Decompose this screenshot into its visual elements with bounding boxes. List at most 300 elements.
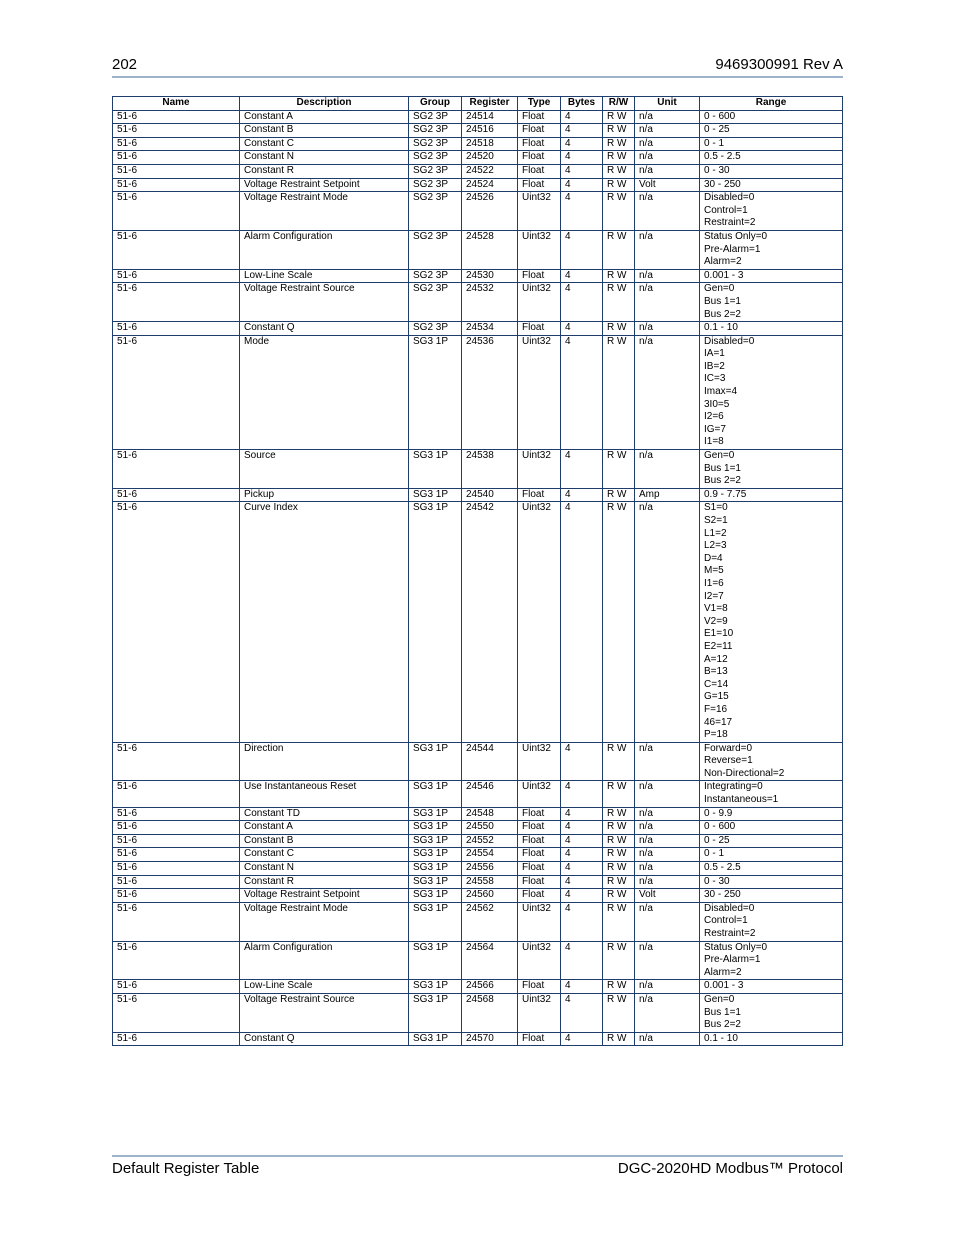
page-header bbox=[112, 56, 843, 76]
bytes-cell: 4 bbox=[561, 283, 603, 322]
column-header-range: Range bbox=[700, 97, 843, 111]
table-row bbox=[113, 742, 843, 781]
range-value: 0.1 - 10 bbox=[704, 322, 738, 334]
rw-cell: R W bbox=[603, 821, 635, 835]
type-cell: Float bbox=[518, 875, 561, 889]
range-value: Disabled=0 bbox=[704, 192, 755, 204]
range-value: 3I0=5 bbox=[704, 398, 730, 410]
table-row bbox=[113, 151, 843, 165]
unit-cell: n/a bbox=[635, 993, 700, 1032]
name-cell: 51-6 bbox=[113, 862, 240, 876]
name-cell: 51-6 bbox=[113, 875, 240, 889]
rw-cell: R W bbox=[603, 807, 635, 821]
range-cell bbox=[700, 269, 843, 283]
range-value: G=15 bbox=[704, 691, 729, 703]
footer-section: Default Register Table bbox=[112, 1160, 260, 1177]
table-row bbox=[113, 889, 843, 903]
range-value: A=12 bbox=[704, 653, 728, 665]
footer-rule bbox=[112, 1155, 843, 1157]
table-body bbox=[113, 110, 843, 1046]
bytes-cell: 4 bbox=[561, 230, 603, 269]
range-value: 0.001 - 3 bbox=[704, 269, 744, 281]
type-cell: Float bbox=[518, 322, 561, 336]
description-cell: Voltage Restraint Setpoint bbox=[240, 889, 409, 903]
bytes-cell: 4 bbox=[561, 807, 603, 821]
bytes-cell: 4 bbox=[561, 889, 603, 903]
range-value: Gen=0 bbox=[704, 283, 735, 295]
bytes-cell: 4 bbox=[561, 110, 603, 124]
type-cell: Float bbox=[518, 1032, 561, 1046]
unit-cell: n/a bbox=[635, 941, 700, 980]
rw-cell: R W bbox=[603, 742, 635, 781]
rw-cell: R W bbox=[603, 488, 635, 502]
column-header-rw: R/W bbox=[603, 97, 635, 111]
document-number: 9469300991 Rev A bbox=[715, 56, 843, 73]
range-value: 0 - 25 bbox=[704, 834, 730, 846]
range-value: 0 - 1 bbox=[704, 848, 725, 860]
register-cell: 24522 bbox=[462, 164, 518, 178]
group-cell: SG3 1P bbox=[409, 335, 462, 449]
register-cell: 24568 bbox=[462, 993, 518, 1032]
name-cell: 51-6 bbox=[113, 269, 240, 283]
group-cell: SG2 3P bbox=[409, 178, 462, 192]
column-header-name: Name bbox=[113, 97, 240, 111]
unit-cell: n/a bbox=[635, 335, 700, 449]
bytes-cell: 4 bbox=[561, 335, 603, 449]
range-value: 0 - 600 bbox=[704, 110, 736, 122]
bytes-cell: 4 bbox=[561, 993, 603, 1032]
footer-title: DGC-2020HD Modbus™ Protocol bbox=[617, 1160, 843, 1177]
description-cell: Direction bbox=[240, 742, 409, 781]
register-cell: 24524 bbox=[462, 178, 518, 192]
range-value: Gen=0 bbox=[704, 993, 735, 1005]
description-cell: Alarm Configuration bbox=[240, 941, 409, 980]
range-value: IC=3 bbox=[704, 373, 726, 385]
bytes-cell: 4 bbox=[561, 450, 603, 489]
name-cell: 51-6 bbox=[113, 151, 240, 165]
range-value: Status Only=0 bbox=[704, 230, 768, 242]
table-row bbox=[113, 283, 843, 322]
type-cell: Float bbox=[518, 110, 561, 124]
range-value: V1=8 bbox=[704, 603, 728, 615]
group-cell: SG3 1P bbox=[409, 993, 462, 1032]
unit-cell: n/a bbox=[635, 164, 700, 178]
unit-cell: n/a bbox=[635, 1032, 700, 1046]
range-cell bbox=[700, 848, 843, 862]
name-cell: 51-6 bbox=[113, 848, 240, 862]
bytes-cell: 4 bbox=[561, 502, 603, 742]
register-cell: 24540 bbox=[462, 488, 518, 502]
register-cell: 24534 bbox=[462, 322, 518, 336]
range-value: L1=2 bbox=[704, 527, 727, 539]
register-cell: 24538 bbox=[462, 450, 518, 489]
bytes-cell: 4 bbox=[561, 848, 603, 862]
range-value: M=5 bbox=[704, 565, 724, 577]
unit-cell: n/a bbox=[635, 151, 700, 165]
unit-cell: n/a bbox=[635, 821, 700, 835]
type-cell: Float bbox=[518, 178, 561, 192]
unit-cell: n/a bbox=[635, 137, 700, 151]
range-value: 0.5 - 2.5 bbox=[704, 151, 741, 163]
name-cell: 51-6 bbox=[113, 941, 240, 980]
range-cell bbox=[700, 450, 843, 489]
unit-cell: n/a bbox=[635, 848, 700, 862]
range-value: 0.001 - 3 bbox=[704, 980, 744, 992]
unit-cell: n/a bbox=[635, 807, 700, 821]
rw-cell: R W bbox=[603, 980, 635, 994]
page-number: 202 bbox=[112, 56, 138, 73]
name-cell: 51-6 bbox=[113, 192, 240, 231]
group-cell: SG3 1P bbox=[409, 862, 462, 876]
bytes-cell: 4 bbox=[561, 862, 603, 876]
range-value: Status Only=0 bbox=[704, 941, 768, 953]
range-value: F=16 bbox=[704, 703, 728, 715]
name-cell: 51-6 bbox=[113, 821, 240, 835]
register-cell: 24526 bbox=[462, 192, 518, 231]
range-value: 0 - 600 bbox=[704, 821, 736, 833]
column-header-register: Register bbox=[462, 97, 518, 111]
group-cell: SG2 3P bbox=[409, 230, 462, 269]
table-row bbox=[113, 450, 843, 489]
table-row bbox=[113, 178, 843, 192]
bytes-cell: 4 bbox=[561, 834, 603, 848]
bytes-cell: 4 bbox=[561, 781, 603, 807]
rw-cell: R W bbox=[603, 993, 635, 1032]
type-cell: Float bbox=[518, 834, 561, 848]
name-cell: 51-6 bbox=[113, 902, 240, 941]
register-cell: 24536 bbox=[462, 335, 518, 449]
range-cell bbox=[700, 283, 843, 322]
group-cell: SG3 1P bbox=[409, 450, 462, 489]
range-value: P=18 bbox=[704, 729, 728, 741]
range-value: Control=1 bbox=[704, 915, 748, 927]
type-cell: Uint32 bbox=[518, 781, 561, 807]
range-value: Bus 1=1 bbox=[704, 1006, 741, 1018]
range-cell bbox=[700, 902, 843, 941]
description-cell: Alarm Configuration bbox=[240, 230, 409, 269]
unit-cell: n/a bbox=[635, 742, 700, 781]
bytes-cell: 4 bbox=[561, 151, 603, 165]
bytes-cell: 4 bbox=[561, 192, 603, 231]
description-cell: Source bbox=[240, 450, 409, 489]
register-table bbox=[112, 96, 843, 1046]
range-value: Non-Directional=2 bbox=[704, 767, 785, 779]
unit-cell: Volt bbox=[635, 889, 700, 903]
range-value: 30 - 250 bbox=[704, 178, 741, 190]
rw-cell: R W bbox=[603, 862, 635, 876]
description-cell: Constant Q bbox=[240, 1032, 409, 1046]
range-value: 0 - 9.9 bbox=[704, 807, 733, 819]
group-cell: SG3 1P bbox=[409, 848, 462, 862]
description-cell: Curve Index bbox=[240, 502, 409, 742]
rw-cell: R W bbox=[603, 502, 635, 742]
column-header-bytes: Bytes bbox=[561, 97, 603, 111]
range-cell bbox=[700, 834, 843, 848]
range-cell bbox=[700, 178, 843, 192]
description-cell: Constant C bbox=[240, 848, 409, 862]
description-cell: Constant N bbox=[240, 151, 409, 165]
description-cell: Mode bbox=[240, 335, 409, 449]
type-cell: Float bbox=[518, 269, 561, 283]
type-cell: Uint32 bbox=[518, 502, 561, 742]
name-cell: 51-6 bbox=[113, 488, 240, 502]
unit-cell: n/a bbox=[635, 124, 700, 138]
range-value: E2=11 bbox=[704, 640, 733, 652]
rw-cell: R W bbox=[603, 230, 635, 269]
range-value: C=14 bbox=[704, 678, 729, 690]
register-cell: 24530 bbox=[462, 269, 518, 283]
group-cell: SG2 3P bbox=[409, 283, 462, 322]
description-cell: Pickup bbox=[240, 488, 409, 502]
range-value: 46=17 bbox=[704, 716, 733, 728]
range-value: I2=7 bbox=[704, 590, 724, 602]
range-value: Disabled=0 bbox=[704, 902, 755, 914]
rw-cell: R W bbox=[603, 875, 635, 889]
group-cell: SG3 1P bbox=[409, 834, 462, 848]
rw-cell: R W bbox=[603, 137, 635, 151]
type-cell: Uint32 bbox=[518, 450, 561, 489]
name-cell: 51-6 bbox=[113, 742, 240, 781]
unit-cell: n/a bbox=[635, 834, 700, 848]
bytes-cell: 4 bbox=[561, 322, 603, 336]
unit-cell: Volt bbox=[635, 178, 700, 192]
range-cell bbox=[700, 807, 843, 821]
description-cell: Constant TD bbox=[240, 807, 409, 821]
unit-cell: n/a bbox=[635, 781, 700, 807]
group-cell: SG2 3P bbox=[409, 164, 462, 178]
table-row bbox=[113, 335, 843, 449]
type-cell: Uint32 bbox=[518, 230, 561, 269]
range-value: E1=10 bbox=[704, 628, 734, 640]
unit-cell: n/a bbox=[635, 502, 700, 742]
range-value: Bus 2=2 bbox=[704, 308, 741, 320]
rw-cell: R W bbox=[603, 283, 635, 322]
table-row bbox=[113, 502, 843, 742]
rw-cell: R W bbox=[603, 110, 635, 124]
rw-cell: R W bbox=[603, 164, 635, 178]
range-value: B=13 bbox=[704, 666, 728, 678]
range-value: Bus 2=2 bbox=[704, 1019, 741, 1031]
group-cell: SG3 1P bbox=[409, 781, 462, 807]
range-value: S2=1 bbox=[704, 515, 728, 526]
range-cell bbox=[700, 993, 843, 1032]
range-cell bbox=[700, 781, 843, 807]
description-cell: Voltage Restraint Setpoint bbox=[240, 178, 409, 192]
group-cell: SG2 3P bbox=[409, 151, 462, 165]
table-row bbox=[113, 807, 843, 821]
range-value: Forward=0 bbox=[704, 742, 753, 754]
bytes-cell: 4 bbox=[561, 821, 603, 835]
page-footer bbox=[112, 1160, 843, 1180]
unit-cell: n/a bbox=[635, 902, 700, 941]
name-cell: 51-6 bbox=[113, 834, 240, 848]
description-cell: Constant R bbox=[240, 875, 409, 889]
rw-cell: R W bbox=[603, 941, 635, 980]
register-cell: 24542 bbox=[462, 502, 518, 742]
range-cell bbox=[700, 821, 843, 835]
name-cell: 51-6 bbox=[113, 450, 240, 489]
range-cell bbox=[700, 980, 843, 994]
range-cell bbox=[700, 502, 843, 742]
table-row bbox=[113, 848, 843, 862]
group-cell: SG3 1P bbox=[409, 821, 462, 835]
type-cell: Uint32 bbox=[518, 335, 561, 449]
type-cell: Float bbox=[518, 862, 561, 876]
unit-cell: Amp bbox=[635, 488, 700, 502]
bytes-cell: 4 bbox=[561, 742, 603, 781]
range-value: 30 - 250 bbox=[704, 889, 741, 901]
column-header-type: Type bbox=[518, 97, 561, 111]
range-value: I1=6 bbox=[704, 577, 724, 589]
group-cell: SG3 1P bbox=[409, 742, 462, 781]
range-cell bbox=[700, 488, 843, 502]
rw-cell: R W bbox=[603, 192, 635, 231]
bytes-cell: 4 bbox=[561, 902, 603, 941]
range-cell bbox=[700, 862, 843, 876]
unit-cell: n/a bbox=[635, 875, 700, 889]
rw-cell: R W bbox=[603, 781, 635, 807]
range-cell bbox=[700, 110, 843, 124]
table-row bbox=[113, 124, 843, 138]
description-cell: Constant B bbox=[240, 124, 409, 138]
register-cell: 24514 bbox=[462, 110, 518, 124]
type-cell: Float bbox=[518, 821, 561, 835]
range-value: 0.1 - 10 bbox=[704, 1032, 738, 1044]
description-cell: Constant A bbox=[240, 821, 409, 835]
range-value: D=4 bbox=[704, 552, 723, 564]
description-cell: Constant A bbox=[240, 110, 409, 124]
unit-cell: n/a bbox=[635, 230, 700, 269]
table-row bbox=[113, 993, 843, 1032]
bytes-cell: 4 bbox=[561, 980, 603, 994]
unit-cell: n/a bbox=[635, 192, 700, 231]
range-cell bbox=[700, 941, 843, 980]
table-row bbox=[113, 230, 843, 269]
range-value: Gen=0 bbox=[704, 450, 735, 462]
description-cell: Voltage Restraint Source bbox=[240, 993, 409, 1032]
register-cell: 24562 bbox=[462, 902, 518, 941]
name-cell: 51-6 bbox=[113, 283, 240, 322]
range-value: Restraint=2 bbox=[704, 217, 756, 229]
table-row bbox=[113, 1032, 843, 1046]
bytes-cell: 4 bbox=[561, 164, 603, 178]
range-value: 0.5 - 2.5 bbox=[704, 862, 741, 874]
register-cell: 24570 bbox=[462, 1032, 518, 1046]
table-row bbox=[113, 941, 843, 980]
name-cell: 51-6 bbox=[113, 178, 240, 192]
range-value: S1=0 bbox=[704, 502, 728, 514]
rw-cell: R W bbox=[603, 902, 635, 941]
type-cell: Uint32 bbox=[518, 283, 561, 322]
range-cell bbox=[700, 742, 843, 781]
range-value: IG=7 bbox=[704, 423, 726, 435]
bytes-cell: 4 bbox=[561, 488, 603, 502]
unit-cell: n/a bbox=[635, 862, 700, 876]
range-value: Pre-Alarm=1 bbox=[704, 243, 761, 255]
range-value: 0 - 30 bbox=[704, 875, 730, 887]
register-cell: 24544 bbox=[462, 742, 518, 781]
header-rule bbox=[112, 76, 843, 78]
range-value: Disabled=0 bbox=[704, 335, 755, 347]
description-cell: Constant B bbox=[240, 834, 409, 848]
table-row bbox=[113, 821, 843, 835]
rw-cell: R W bbox=[603, 450, 635, 489]
range-value: Instantaneous=1 bbox=[704, 794, 779, 806]
unit-cell: n/a bbox=[635, 110, 700, 124]
bytes-cell: 4 bbox=[561, 941, 603, 980]
bytes-cell: 4 bbox=[561, 124, 603, 138]
table-row bbox=[113, 875, 843, 889]
rw-cell: R W bbox=[603, 269, 635, 283]
name-cell: 51-6 bbox=[113, 993, 240, 1032]
name-cell: 51-6 bbox=[113, 124, 240, 138]
group-cell: SG3 1P bbox=[409, 980, 462, 994]
range-value: 0 - 25 bbox=[704, 124, 730, 136]
type-cell: Uint32 bbox=[518, 902, 561, 941]
range-value: Bus 2=2 bbox=[704, 475, 741, 487]
table-row bbox=[113, 862, 843, 876]
register-cell: 24546 bbox=[462, 781, 518, 807]
group-cell: SG2 3P bbox=[409, 269, 462, 283]
unit-cell: n/a bbox=[635, 269, 700, 283]
range-value: IA=1 bbox=[704, 348, 725, 360]
group-cell: SG3 1P bbox=[409, 941, 462, 980]
type-cell: Uint32 bbox=[518, 941, 561, 980]
group-cell: SG3 1P bbox=[409, 807, 462, 821]
register-cell: 24550 bbox=[462, 821, 518, 835]
register-cell: 24566 bbox=[462, 980, 518, 994]
range-value: Imax=4 bbox=[704, 386, 738, 398]
range-cell bbox=[700, 164, 843, 178]
bytes-cell: 4 bbox=[561, 137, 603, 151]
type-cell: Uint32 bbox=[518, 742, 561, 781]
range-value: Control=1 bbox=[704, 204, 748, 216]
type-cell: Uint32 bbox=[518, 993, 561, 1032]
rw-cell: R W bbox=[603, 151, 635, 165]
register-cell: 24554 bbox=[462, 848, 518, 862]
type-cell: Float bbox=[518, 164, 561, 178]
range-value: Pre-Alarm=1 bbox=[704, 954, 761, 966]
unit-cell: n/a bbox=[635, 980, 700, 994]
register-cell: 24556 bbox=[462, 862, 518, 876]
range-value: I2=6 bbox=[704, 411, 724, 423]
group-cell: SG2 3P bbox=[409, 124, 462, 138]
column-header-description: Description bbox=[240, 97, 409, 111]
type-cell: Float bbox=[518, 889, 561, 903]
name-cell: 51-6 bbox=[113, 781, 240, 807]
type-cell: Float bbox=[518, 151, 561, 165]
range-value: Integrating=0 bbox=[704, 781, 763, 793]
table-row bbox=[113, 110, 843, 124]
table-row bbox=[113, 781, 843, 807]
description-cell: Use Instantaneous Reset bbox=[240, 781, 409, 807]
register-cell: 24564 bbox=[462, 941, 518, 980]
name-cell: 51-6 bbox=[113, 1032, 240, 1046]
description-cell: Constant R bbox=[240, 164, 409, 178]
description-cell: Constant N bbox=[240, 862, 409, 876]
description-cell: Low-Line Scale bbox=[240, 269, 409, 283]
range-cell bbox=[700, 124, 843, 138]
table-row bbox=[113, 192, 843, 231]
type-cell: Float bbox=[518, 980, 561, 994]
name-cell: 51-6 bbox=[113, 889, 240, 903]
register-cell: 24532 bbox=[462, 283, 518, 322]
range-cell bbox=[700, 875, 843, 889]
table-header-row bbox=[113, 97, 843, 111]
range-value: 0.9 - 7.75 bbox=[704, 488, 747, 500]
register-cell: 24520 bbox=[462, 151, 518, 165]
group-cell: SG3 1P bbox=[409, 875, 462, 889]
